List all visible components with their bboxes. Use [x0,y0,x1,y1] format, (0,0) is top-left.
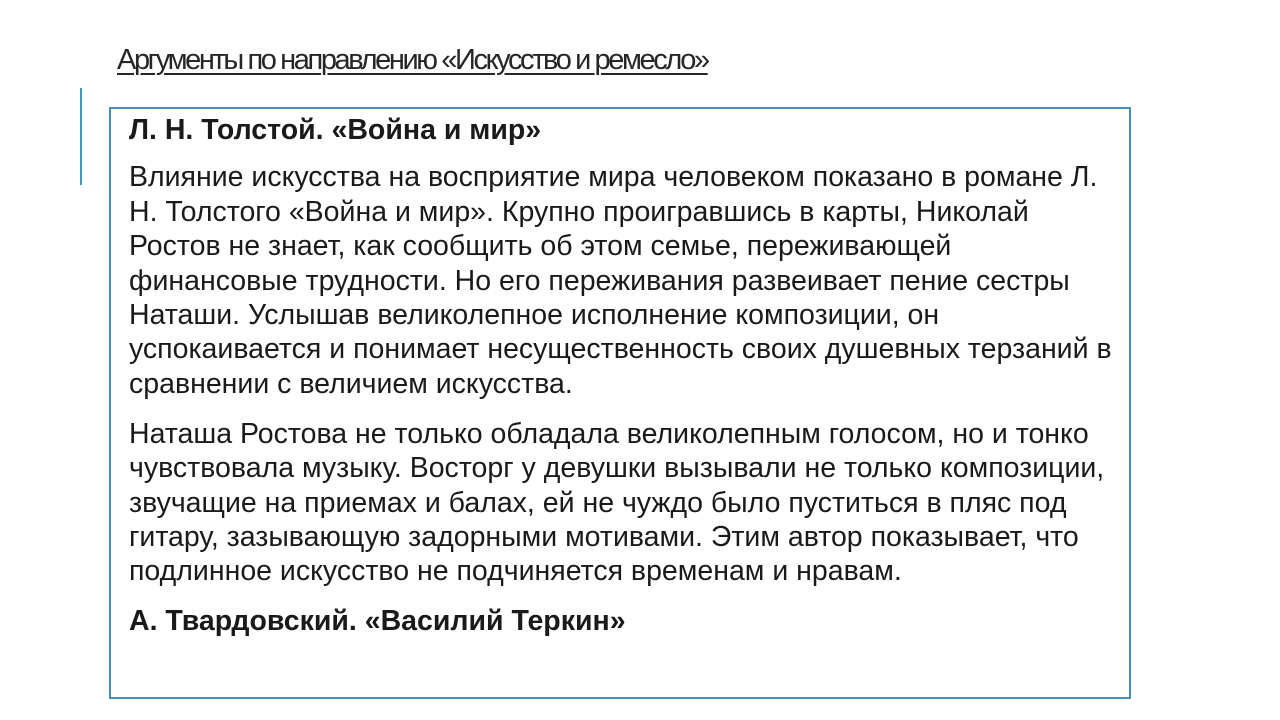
work-heading-vasily-terkin: А. Твардовский. «Василий Теркин» [129,605,626,638]
argument-paragraph: Влияние искусства на восприятие мира человеком показано в романе Л. Н. Толстого «Война и мир». Крупно проигравшись в карты, Николай Ростов не знает, как сообщить об этом семье, переживающей финансовые трудности. Но его переживания развеивает пение сестры Наташи. Услышав великолепное исполнение композиции, он успокаивается и понимает несущественность своих душевных терзаний в сравнении с величием искусства. [129,161,1112,400]
work-heading-war-and-peace: Л. Н. Толстой. «Война и мир» [129,114,542,146]
argument-paragraph: Наташа Ростова не только обладала великолепным голосом, но и тонко чувствовала музыку. Восторг у девушки вызывали не только композиции, звучащие на приемах и балах, ей не чуждо было пуститься в пляс под гитару, зазывающую задорными мотивами. Этим автор показывает, что подлинное искусство не подчиняется временам и нравам. [129,417,1105,588]
slide-title: Аргументы по направлению «Искусство и ремесло» [117,44,708,76]
content-text [129,113,1124,652]
content-text-box [109,107,1131,699]
accent-bar [80,88,82,185]
